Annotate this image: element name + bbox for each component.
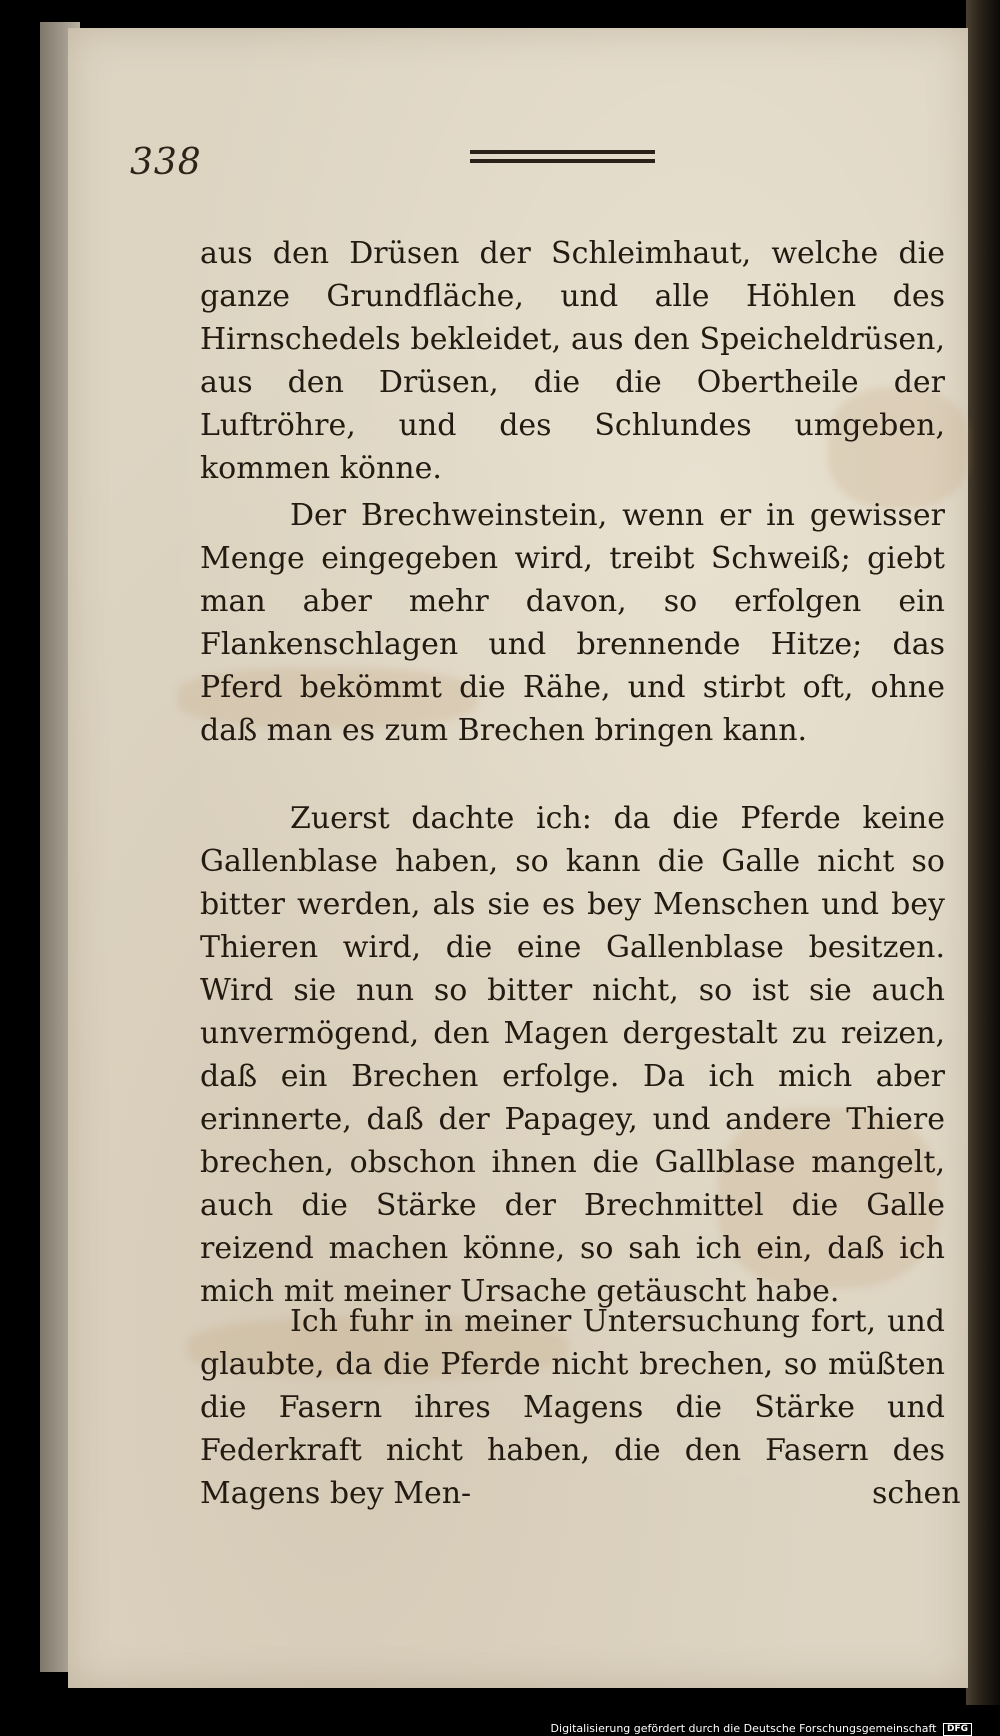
book-edge [966,0,1000,1705]
paragraph-text: Zuerst dachte ich: da die Pferde keine Gallenblase haben, so kann die Galle nicht so bitter werden, als sie es bey Menschen und bey Thieren wird, die eine Gallenblase besitzen. Wird sie nun so bitter nicht, so ist sie auch unvermögend, den Magen dergestalt zu reizen, daß ein Brechen erfolge. Da ich mich aber erinnerte, daß der Papagey, und andere Thiere brechen, obschon ihnen die Gallblase mangelt, auch die Stärke der Brechmittel die Galle reizend machen könne, so sah ich ein, daß ich mich mit meiner Ursache getäuscht habe. [200,801,945,1309]
paragraph-3 [200,797,945,1313]
paragraph-text: Der Brechweinstein, wenn er in gewisser Menge eingegeben wird, treibt Schweiß; giebt man aber mehr davon, so erfolgen ein Flankenschlagen und brennende Hitze; das Pferd bekömmt die Rähe, und stirbt oft, ohne daß man es zum Brechen bringen kann. [200,498,945,748]
paragraph-4 [200,1300,945,1515]
paragraph-text: aus den Drüsen der Schleimhaut, welche die ganze Grundfläche, und alle Höhlen des Hirnschedels bekleidet, aus den Speicheldrüsen, aus den Drüsen, die die Obertheile der Luftröhre, und des Schlundes umgeben, kommen könne. [200,236,945,486]
paragraph-2 [200,494,945,752]
catchword: schen [872,1476,961,1511]
footer-credit-text: Digitalisierung gefördert durch die Deutsche Forschungsgemeinschaft [550,1722,937,1735]
dfg-logo: DFG [943,1723,972,1736]
page-number: 338 [130,142,202,183]
footer-credit [551,1722,972,1736]
header-rule [470,150,655,172]
paragraph-1 [200,232,945,490]
paragraph-text: Ich fuhr in meiner Untersuchung fort, und glaubte, da die Pferde nicht brechen, so müßten die Fasern ihres Magens die Stärke und Federkraft nicht haben, die den Fasern des Magens bey Men- [200,1304,945,1511]
